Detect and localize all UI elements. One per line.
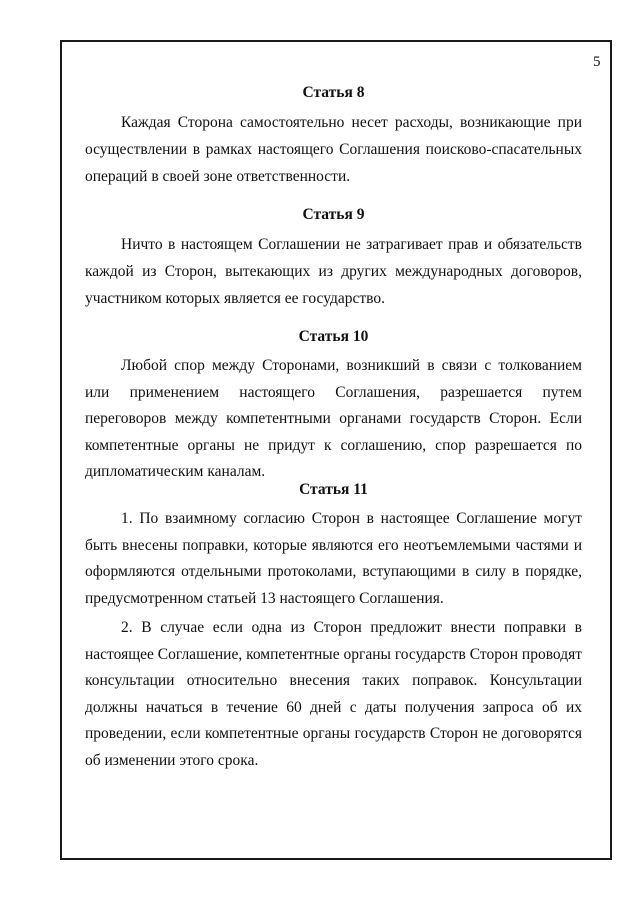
article-10 — [85, 327, 582, 486]
article-10-heading: Статья 10 — [298, 328, 369, 345]
page-number: 5 — [593, 54, 601, 70]
article-9-heading: Статья 9 — [302, 206, 365, 223]
article-11-paragraph-1: 1. По взаимному согласию Сторон в настоящее Соглашение могут быть внесены поправки, которые являются его неотъемлемыми частями и оформляются отдельными протоколами, вступающими в силу в порядке, предусмотренном статьей 13 настоящего Соглашения. — [85, 510, 582, 607]
article-8-paragraph: Каждая Сторона самостоятельно несет расходы, возникающие при осуществлении в рамках настоящего Соглашения поисково-спасательных операций в своей зоне ответственности. — [85, 114, 582, 185]
article-10-paragraph: Любой спор между Сторонами, возникший в связи с толкованием или применением настоящего Соглашения, разрешается путем переговоров между компетентными органами государств Сторон. Если компетентные органы не придут к соглашению, спор разрешается по дипломатическим каналам. — [85, 357, 582, 480]
article-9-paragraph: Ничто в настоящем Соглашении не затрагивает прав и обязательств каждой из Сторон, вытекающих из других международных договоров, участником которых является ее государство. — [85, 236, 582, 307]
article-11 — [85, 480, 582, 774]
article-8 — [85, 83, 582, 190]
article-8-heading: Статья 8 — [302, 84, 365, 101]
article-9 — [85, 205, 582, 312]
article-11-heading: Статья 11 — [299, 481, 368, 498]
article-11-paragraph-2: 2. В случае если одна из Сторон предложит внести поправки в настоящее Соглашение, компетентные органы государств Сторон проводят консультации относительно внесения таких поправок. Консультации должны начаться в течение 60 дней с даты получения запроса об их проведении, если компетентные органы государств Сторон не договорятся об изменении этого срока. — [85, 619, 582, 769]
